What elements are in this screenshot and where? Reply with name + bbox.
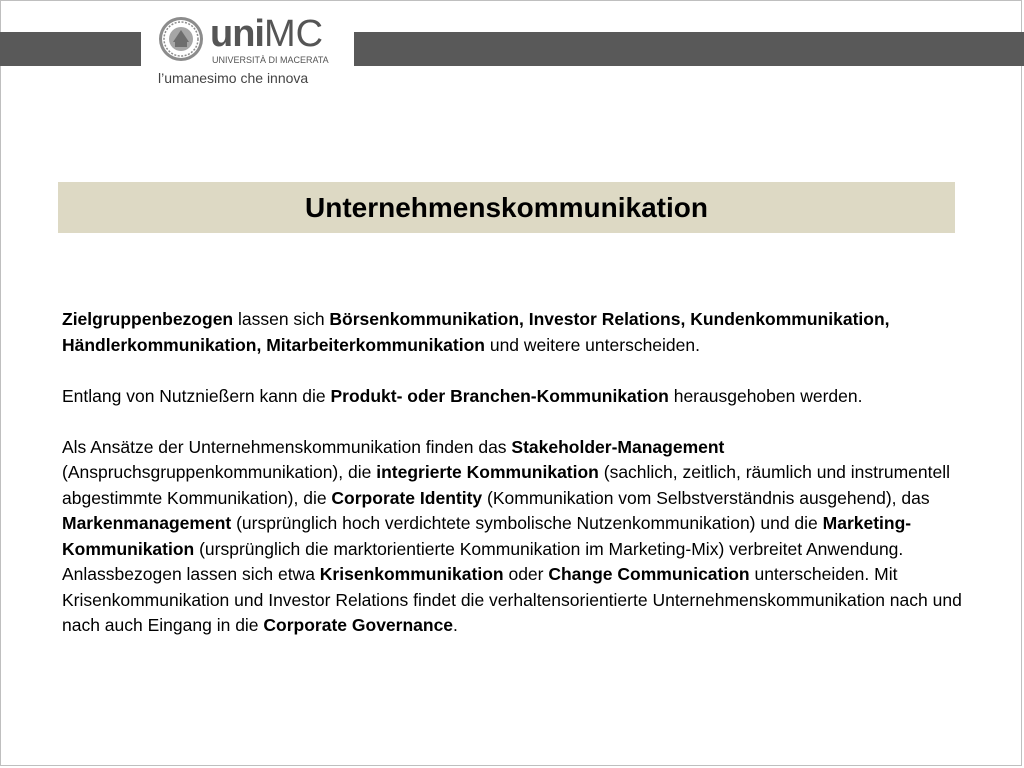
title-band (58, 182, 955, 233)
university-logo (156, 12, 340, 68)
paragraph-audience (62, 307, 962, 358)
bold-term: Markenmanagement (62, 513, 232, 533)
tagline: l’umanesimo che innova (158, 70, 309, 86)
bold-term: Börsenkommunikation, Investor Relations, Kundenkommunikation, Händlerkommunikation, Mitarbeiterkommunikation (62, 309, 890, 355)
logo-wordmark-bold: uni (210, 13, 264, 55)
text-run: Als Ansätze der Unternehmenskommunikation finden das (62, 436, 512, 457)
bold-term: Change Communication (548, 564, 750, 584)
bold-term: Zielgruppenbezogen (62, 309, 234, 329)
paragraph-approaches (62, 435, 962, 563)
logo-wordmark (210, 14, 323, 54)
text-run: Entlang von Nutznießern kann die (62, 385, 331, 406)
slide-title: Unternehmenskommunikation (305, 191, 708, 223)
spacer (62, 358, 962, 384)
spacer (62, 409, 962, 435)
bold-term: Marketing-Kommunikation (62, 513, 912, 559)
text-run: (sachlich, zeitlich, räumlich und instrumentell abgestimmte Kommunikation), die (62, 462, 950, 508)
text-run: . (453, 615, 458, 635)
header-bar-left (0, 32, 141, 66)
bold-term: integrierte Kommunikation (376, 462, 599, 482)
bold-term: Corporate Identity (331, 487, 483, 508)
slide-content (62, 307, 962, 639)
paragraph-occasion (62, 562, 962, 639)
bold-term: Produkt- oder Branchen-Kommunikation (330, 385, 669, 406)
text-run: oder (503, 564, 549, 584)
text-run: (ursprünglich hoch verdichtete symbolische Nutzenkommunikation) und die (231, 513, 823, 533)
bold-term: Corporate Governance (263, 615, 454, 635)
paragraph-beneficiaries (62, 384, 962, 410)
text-run: (ursprünglich die marktorientierte Kommunikation im Marketing-Mix) verbreitet Anwendung. (194, 538, 904, 559)
university-name: UNIVERSITÀ DI MACERATA (212, 55, 329, 65)
text-run: (Kommunikation vom Selbstverständnis ausgehend), das (482, 487, 930, 508)
bold-term: Stakeholder-Management (511, 436, 725, 457)
text-run: unterscheiden. Mit Krisenkommunikation und Investor Relations findet die verhaltensorientierte Unternehmenskommunikation nach und nach auch Eingang in die (62, 564, 962, 635)
bold-term: Krisenkommunikation (319, 564, 504, 584)
text-run: und weitere unterscheiden. (484, 334, 700, 355)
text-run: lassen sich (233, 309, 330, 329)
header-bar-right (354, 32, 1024, 66)
text-run: herausgehoben werden. (668, 385, 863, 406)
text-run: (Anspruchsgruppenkommunikation), die (62, 462, 377, 482)
university-seal-icon (158, 16, 204, 62)
text-run: Anlassbezogen lassen sich etwa (62, 564, 320, 584)
logo-wordmark-thin: MC (263, 13, 324, 55)
